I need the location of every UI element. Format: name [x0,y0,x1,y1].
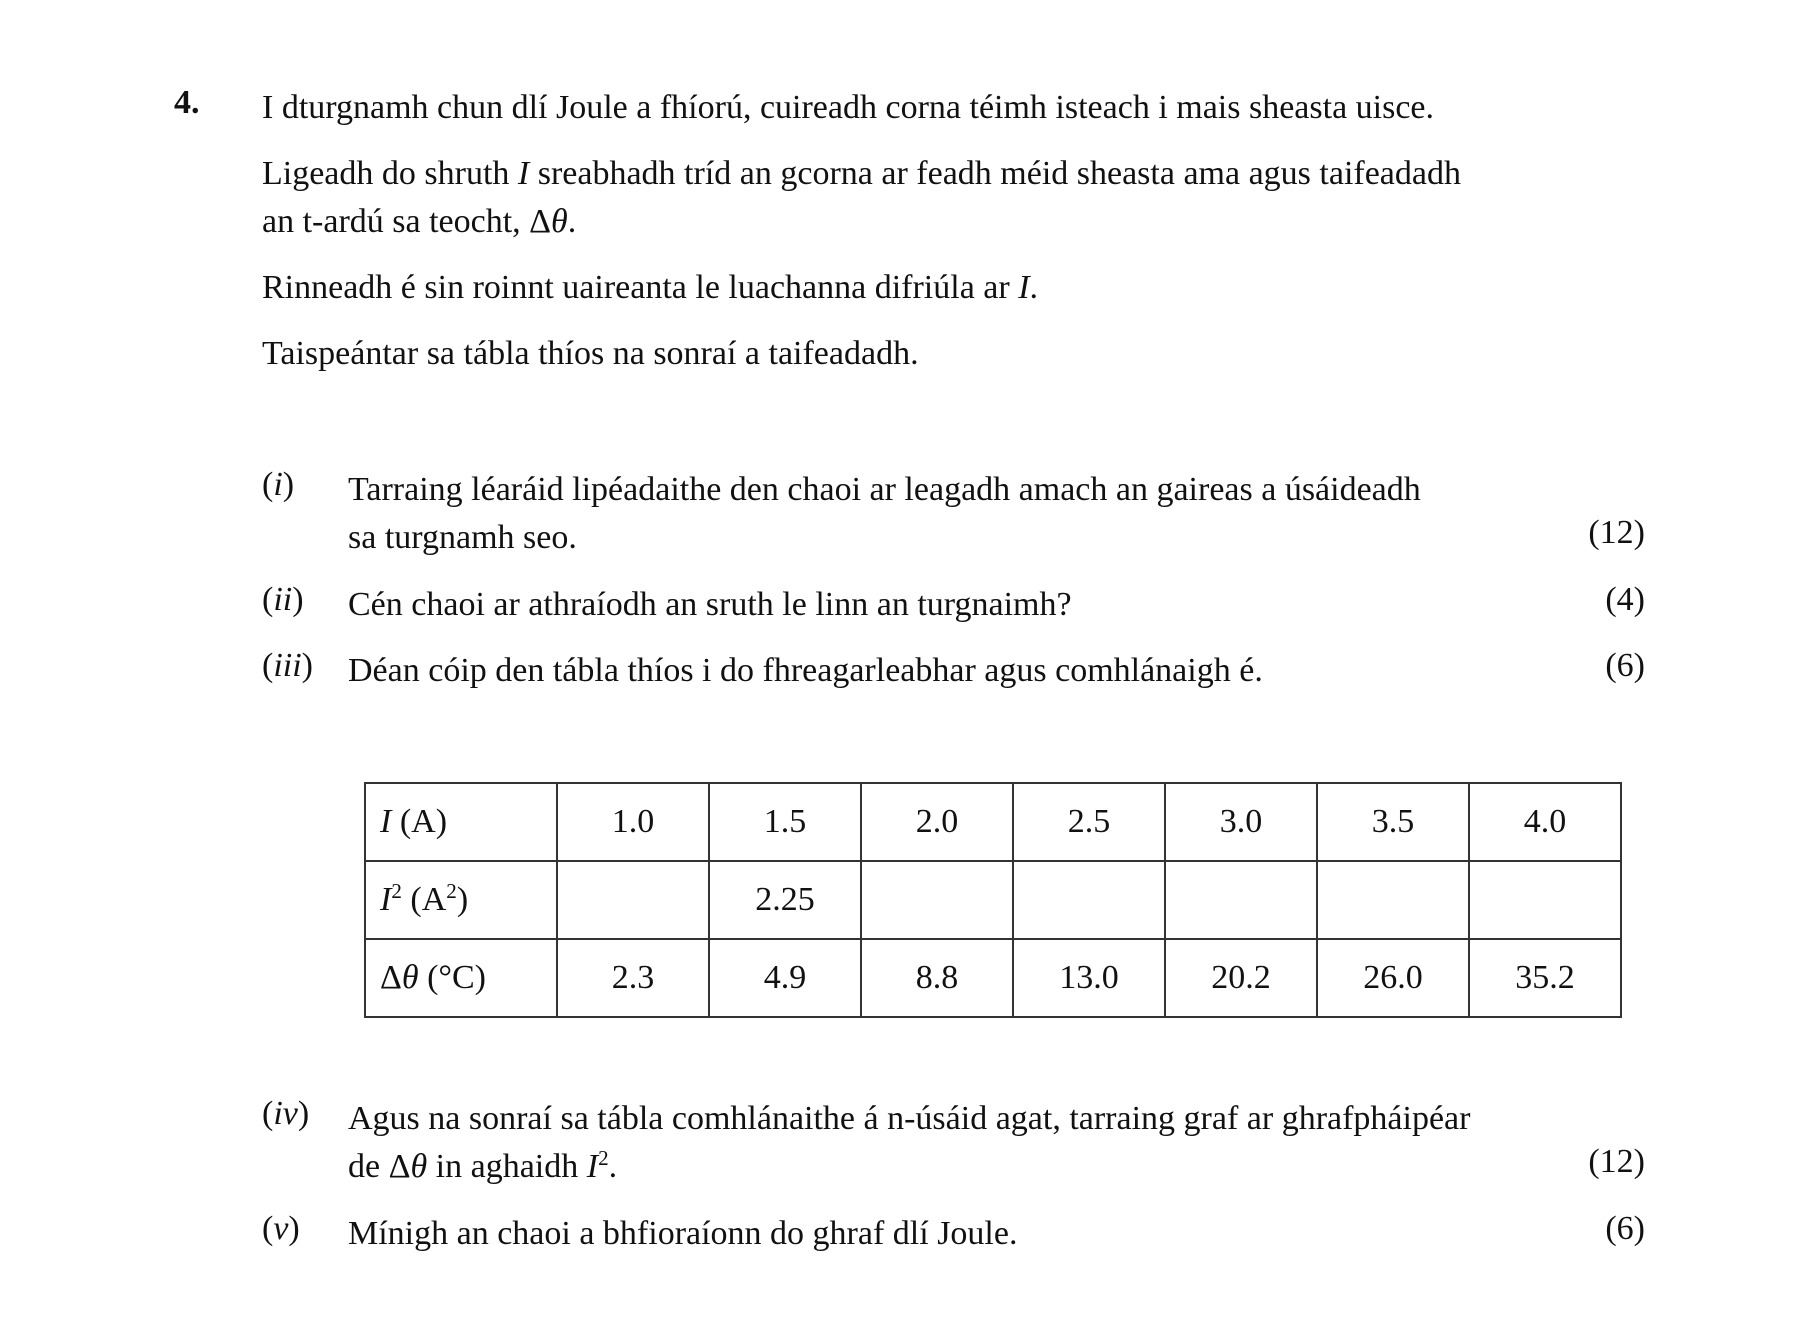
part-label-iii: (iii) [262,647,313,684]
table-cell: 2.5 [1013,783,1165,861]
marks-iii: (6) [1605,647,1645,684]
part-text-line: Tarraing léaráid lipéadaithe den chaoi ar leagadh amach an gaireas a úsáideadh [348,471,1421,508]
text: Rinneadh é sin roinnt uaireanta le luachanna difriúla ar [262,269,1019,306]
intro-paragraph-4: Taispeántar sa tábla thíos na sonraí a taifeadadh. [262,335,919,372]
part-text-iii: Déan cóip den tábla thíos i do fhreagarleabhar agus comhlánaigh é. [348,652,1263,689]
table-row-temperature-rise [365,939,1621,1017]
table-cell: 4.0 [1469,783,1621,861]
intro-paragraph-2-line-2 [262,198,1461,246]
table-cell: 1.5 [709,783,861,861]
part-label-iv: (iv) [262,1095,310,1132]
table-cell: 13.0 [1013,939,1165,1017]
row-header-temperature-rise: Δθ (°C) [365,939,557,1017]
part-text-line: sa turgnamh seo. [348,519,577,556]
data-table [364,782,1622,1018]
variable-current: I [517,155,530,192]
table-cell: 8.8 [861,939,1013,1017]
question-number: 4. [174,84,200,121]
table-cell: 35.2 [1469,939,1621,1017]
row-header-current-squared: $I^2$ $(A^2)$ [365,861,557,939]
table-cell: 2.25 [709,861,861,939]
table-cell: 3.0 [1165,783,1317,861]
table-cell: 2.0 [861,783,1013,861]
part-text-ii: Cén chaoi ar athraíodh an sruth le linn an turgnaimh? [348,586,1072,623]
table-cell: 2.3 [557,939,709,1017]
part-text-iv [348,1095,1470,1191]
marks-iv: (12) [1588,1143,1645,1180]
variable-theta: θ [551,203,568,240]
table-cell [1317,861,1469,939]
table-cell: 3.5 [1317,783,1469,861]
row-header-current: I (A) [365,783,557,861]
table-row-current [365,783,1621,861]
text: an t-ardú sa teocht, Δ [262,203,552,240]
intro-paragraph-3 [262,264,1038,312]
marks-ii: (4) [1605,581,1645,618]
table-cell [1469,861,1621,939]
text: . [1029,269,1039,306]
table-cell: 26.0 [1317,939,1469,1017]
part-text-v: Mínigh an chaoi a bhfioraíonn do ghraf dlí Joule. [348,1215,1018,1252]
variable-current: I [1018,269,1030,306]
table-cell: 20.2 [1165,939,1317,1017]
intro-paragraph-2 [262,150,1461,246]
intro-paragraph-1: I dturgnamh chun dlí Joule a fhíorú, cuireadh corna téimh isteach i mais sheasta uisce. [262,89,1435,126]
part-label-v: (v) [262,1210,300,1247]
marks-v: (6) [1605,1210,1645,1247]
table-cell [1013,861,1165,939]
table-row-current-squared [365,861,1621,939]
part-label-i: (i) [262,466,295,503]
table-cell [1165,861,1317,939]
marks-i: (12) [1588,514,1645,551]
text: . [567,203,577,240]
text: sreabhadh tríd an gcorna ar feadh méid sheasta ama agus taifeadadh [529,155,1461,192]
part-text-line: de Δθ in aghaidh $I^2$. [348,1146,618,1185]
part-text-line: Agus na sonraí sa tábla comhlánaithe á n-úsáid agat, tarraing graf ar ghrafpháipéar [348,1100,1471,1137]
table-cell [557,861,709,939]
table-cell: 1.0 [557,783,709,861]
part-text-i [348,466,1421,562]
table-cell: 4.9 [709,939,861,1017]
part-label-ii: (ii) [262,581,304,618]
text: Ligeadh do shruth [262,155,518,192]
table-cell [861,861,1013,939]
intro-paragraph-2-line-1 [262,150,1461,198]
